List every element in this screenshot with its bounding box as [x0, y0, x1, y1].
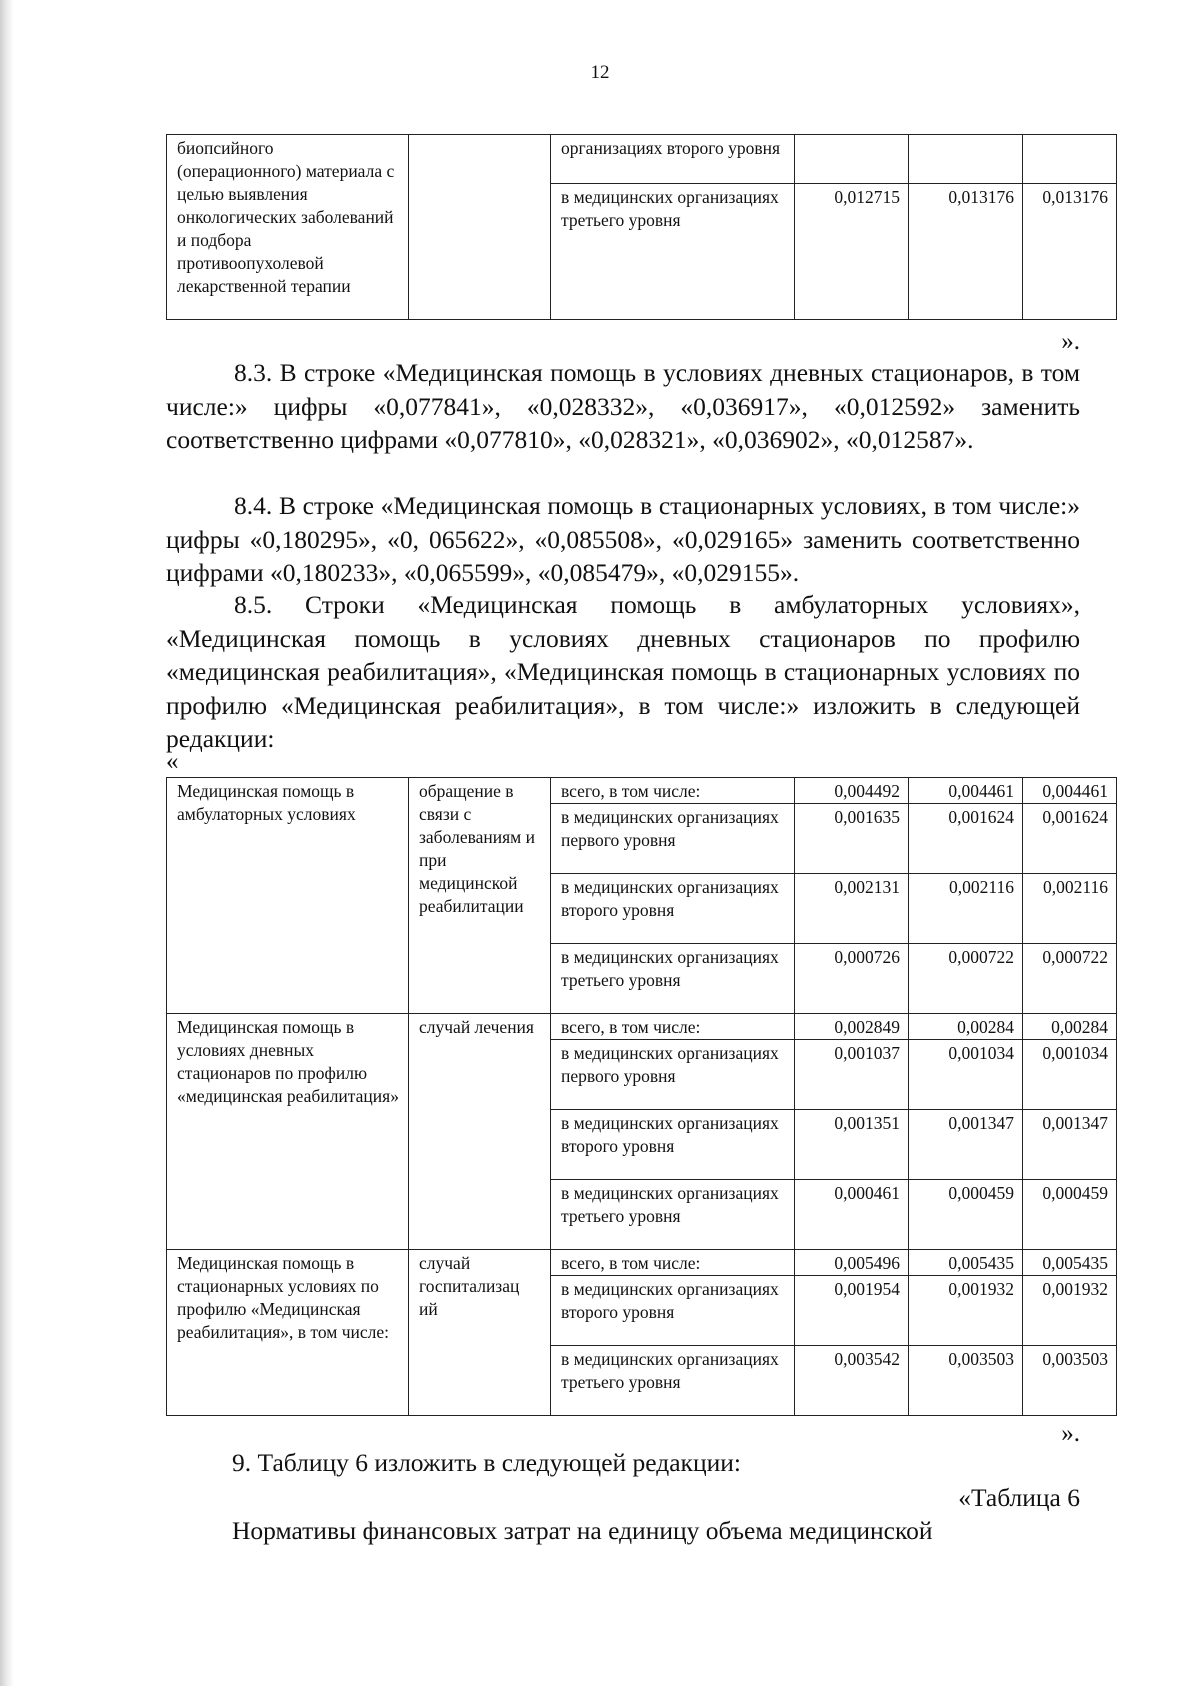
level-cell: в медицинских организациях третьего уровня: [551, 944, 795, 1014]
value-cell: 0,001034: [1023, 1040, 1117, 1110]
level-cell: в медицинских организациях второго уровня: [551, 1276, 795, 1346]
value-cell: [795, 135, 909, 184]
value-cell: 0,001347: [1023, 1110, 1117, 1180]
value-cell: 0,004492: [795, 778, 909, 804]
value-cell: 0,001932: [1023, 1276, 1117, 1346]
level-cell: в медицинских организациях третьего уровня: [551, 1346, 795, 1416]
value-cell: 0,000722: [909, 944, 1023, 1014]
unit-cell: [409, 135, 551, 320]
value-cell: 0,000726: [795, 944, 909, 1014]
value-cell: 0,004461: [1023, 778, 1117, 804]
service-name-cell: Медицинская помощь в условиях дневных стационаров по профилю «медицинская реабилитация»: [167, 1014, 409, 1250]
value-cell: 0,001954: [795, 1276, 909, 1346]
value-cell: 0,001624: [1023, 804, 1117, 874]
level-cell: в медицинских организациях первого уровня: [551, 1040, 795, 1110]
page-number: 12: [590, 62, 610, 83]
paragraph-8-5: 8.5. Строки «Медицинская помощь в амбулаторных условиях», «Медицинская помощь в условиях дневных стационаров по профилю «медицинская реабилитация», «Медицинская помощь в стационарных условиях по профилю «Медицинская реабилитация», в том числе:» изложить в следующей редакции:: [166, 590, 1080, 753]
value-cell: 0,005435: [909, 1250, 1023, 1276]
table-caption: «Таблица 6: [958, 1483, 1080, 1512]
value-cell: 0,001635: [795, 804, 909, 874]
value-cell: 0,013176: [1023, 184, 1117, 320]
service-name-cell: биопсийного (операционного) материала с целью выявления онкологических заболеваний и подбора противоопухолевой лекарственной терапии: [167, 135, 409, 320]
level-cell: всего, в том числе:: [551, 778, 795, 804]
paragraph-9: 9. Таблицу 6 изложить в следующей редакции:: [232, 1448, 741, 1477]
value-cell: 0,003542: [795, 1346, 909, 1416]
value-cell: 0,003503: [1023, 1346, 1117, 1416]
level-cell: в медицинских организациях первого уровня: [551, 804, 795, 874]
paragraph-8-4: 8.4. В строке «Медицинская помощь в стационарных условиях, в том числе:» цифры «0,180295», «0, 065622», «0,085508», «0,029165» заменить соответственно цифрами «0,180233», «0,065599», «0,085479», «0,029155».: [166, 491, 1080, 587]
value-cell: 0,013176: [909, 184, 1023, 320]
unit-cell: случай лечения: [409, 1014, 551, 1250]
value-cell: 0,003503: [909, 1346, 1023, 1416]
service-name-cell: Медицинская помощь в амбулаторных условиях: [167, 778, 409, 1014]
level-cell: в медицинских организациях третьего уровня: [551, 184, 795, 320]
value-cell: 0,002116: [909, 874, 1023, 944]
level-cell: в медицинских организациях второго уровня: [551, 874, 795, 944]
table-row: [167, 778, 1117, 804]
value-cell: 0,00284: [909, 1014, 1023, 1040]
scan-edge: [0, 0, 14, 1686]
value-cell: 0,00284: [1023, 1014, 1117, 1040]
value-cell: 0,002849: [795, 1014, 909, 1040]
level-cell: всего, в том числе:: [551, 1250, 795, 1276]
level-cell: в медицинских организациях третьего уровня: [551, 1180, 795, 1250]
value-cell: 0,005435: [1023, 1250, 1117, 1276]
value-cell: 0,012715: [795, 184, 909, 320]
value-cell: 0,002116: [1023, 874, 1117, 944]
value-cell: 0,004461: [909, 778, 1023, 804]
value-cell: 0,005496: [795, 1250, 909, 1276]
value-cell: [1023, 135, 1117, 184]
unit-cell: случай госпитализац ий: [409, 1250, 551, 1416]
value-cell: 0,001624: [909, 804, 1023, 874]
table-row: [167, 1250, 1117, 1276]
value-cell: 0,000461: [795, 1180, 909, 1250]
table-row: [167, 1014, 1117, 1040]
closing-quote: ».: [1061, 1420, 1080, 1447]
paragraph-8-3: 8.3. В строке «Медицинская помощь в условиях дневных стационаров, в том числе:» цифры «0,077841», «0,028332», «0,036917», «0,012592» заменить соответственно цифрами «0,077810», «0,028321», «0,036902», «0,012587».: [166, 358, 1080, 454]
value-cell: 0,000459: [909, 1180, 1023, 1250]
opening-quote: «: [166, 748, 179, 775]
value-cell: 0,001932: [909, 1276, 1023, 1346]
level-cell: организациях второго уровня: [551, 135, 795, 184]
value-cell: 0,000722: [1023, 944, 1117, 1014]
value-cell: [909, 135, 1023, 184]
value-cell: 0,001347: [909, 1110, 1023, 1180]
continuation-table: [166, 134, 1117, 320]
value-cell: 0,001037: [795, 1040, 909, 1110]
table-heading: Нормативы финансовых затрат на единицу объема медицинской: [232, 1516, 933, 1545]
closing-quote: ».: [1061, 328, 1080, 355]
value-cell: 0,000459: [1023, 1180, 1117, 1250]
service-name-cell: Медицинская помощь в стационарных условиях по профилю «Медицинская реабилитация», в том числе:: [167, 1250, 409, 1416]
value-cell: 0,002131: [795, 874, 909, 944]
level-cell: всего, в том числе:: [551, 1014, 795, 1040]
value-cell: 0,001034: [909, 1040, 1023, 1110]
unit-cell: обращение в связи с заболеваниям и при медицинской реабилитации: [409, 778, 551, 1014]
level-cell: в медицинских организациях второго уровня: [551, 1110, 795, 1180]
rehabilitation-table: [166, 777, 1117, 1416]
value-cell: 0,001351: [795, 1110, 909, 1180]
